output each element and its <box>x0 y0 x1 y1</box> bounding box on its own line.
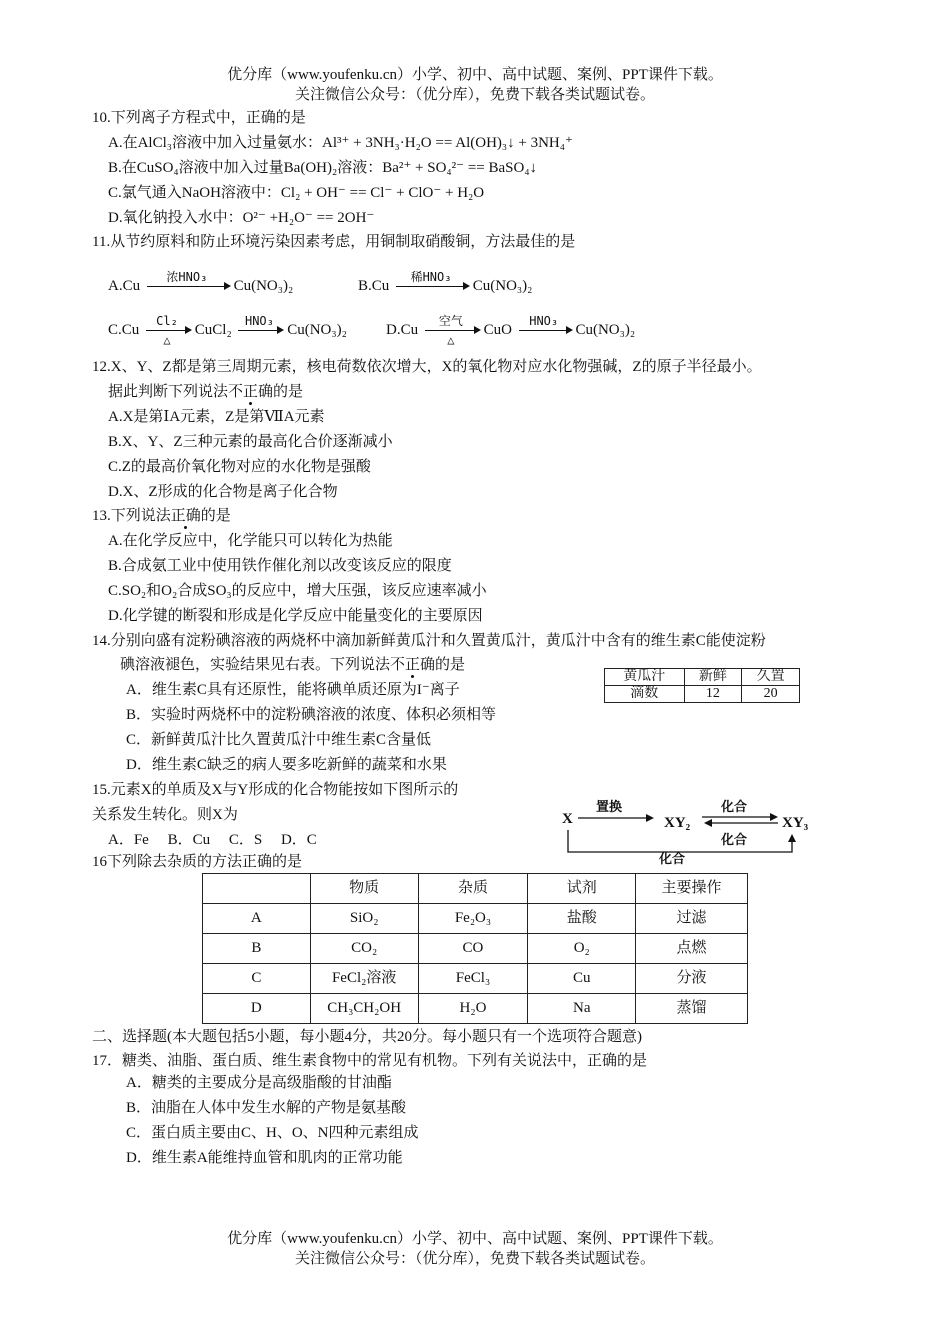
q12-stem-line-2 <box>108 385 303 400</box>
q11-a-prefix: A.Cu <box>108 278 141 294</box>
section-2-heading: 二、选择题(本大题包括5小题，每小题4分，共20分。每小题只有一个选项符合题意) <box>92 1029 642 1045</box>
q17-option-c: C．蛋白质主要由C、H、O、N四种元素组成 <box>126 1125 419 1141</box>
q11-option-d <box>386 314 636 348</box>
q16-cell: FeCl₃ <box>418 964 528 994</box>
q16-cell: H₂O <box>418 994 528 1024</box>
q12-stem-pre: 据此判断下列说法 <box>108 384 229 400</box>
q16-cell: CO₂ <box>310 934 418 964</box>
q11-stem: 11.从节约原料和防止环境污染因素考虑，用铜制取硝酸铜，方法最佳的是 <box>92 234 576 250</box>
q11-c-arrow-2 <box>238 314 280 331</box>
q16-cell: CH₃CH₂OH <box>310 994 418 1024</box>
q11-d-arrow-2 <box>519 314 569 331</box>
q16-cell: C <box>203 964 311 994</box>
q11-b-arrow-label: 稀HNO₃ <box>410 270 452 285</box>
q11-option-b <box>358 270 533 294</box>
q11-a-product: Cu(NO₃)₂ <box>233 278 294 294</box>
q13-option-c: C.SO₂和O₂合成SO₃的反应中，增大压强，该反应速率减小 <box>108 583 487 599</box>
q11-b-arrow <box>396 270 466 287</box>
q15-label-combine-mid: 化合 <box>721 833 748 848</box>
table-row <box>203 994 748 1024</box>
q15-stem: 15.元素X的单质及X与Y形成的化合物能按如下图所示的 <box>92 782 459 798</box>
q12-option-a: A.X是第ⅠA元素，Z是第ⅦA元素 <box>108 409 325 425</box>
q13-stem-post: 的是 <box>200 508 231 524</box>
q11-b-product: Cu(NO₃)₂ <box>472 278 533 294</box>
q11-d-arrow-1-bottom: △ <box>447 333 455 348</box>
q14-option-d: D．维生素C缺乏的病人要多吃新鲜的蔬菜和水果 <box>126 757 447 773</box>
q17-option-b: B．油脂在人体中发生水解的产物是氨基酸 <box>126 1100 407 1116</box>
q14-option-c: C．新鲜黄瓜汁比久置黄瓜汁中维生素C含量低 <box>126 732 432 748</box>
q15-node-xy2: XY₂ <box>664 815 691 831</box>
q14-table <box>604 668 800 703</box>
q11-option-a <box>108 270 294 294</box>
q11-c-arrow-2-label: HNO₃ <box>244 314 274 329</box>
q11-d-mid: CuO <box>483 322 512 338</box>
q16-header <box>203 874 311 904</box>
q10-option-d: D.氧化钠投入水中：O²⁻ +H₂O⁻ == 2OH⁻ <box>108 210 375 226</box>
q10-option-c: C.氯气通入NaOH溶液中：Cl₂ + OH⁻ == Cl⁻ + ClO⁻ + H₂O <box>108 185 485 201</box>
q13-stem-emphasis: 正确 <box>170 508 201 524</box>
q13-option-a: A.在化学反应中，化学能只可以转化为热能 <box>108 533 393 549</box>
q14-stem: 14.分别向盛有淀粉碘溶液的两烧杯中滴加新鲜黄瓜汁和久置黄瓜汁，黄瓜汁中含有的维生素C能使淀粉 <box>92 633 766 649</box>
q15-node-x: X <box>562 811 573 827</box>
q16-cell: O₂ <box>528 934 636 964</box>
table-row <box>203 934 748 964</box>
q14-stem-line-2 <box>120 658 465 673</box>
q12-stem-post: 的是 <box>273 384 304 400</box>
q11-d-product: Cu(NO₃)₂ <box>575 322 636 338</box>
q15-diagram <box>556 792 816 870</box>
q16-cell: SiO₂ <box>310 904 418 934</box>
q11-d-prefix: D.Cu <box>386 322 419 338</box>
q16-table <box>202 873 748 1024</box>
q16-header: 物质 <box>310 874 418 904</box>
q13-stem <box>92 509 231 524</box>
q16-cell: 蒸馏 <box>636 994 748 1024</box>
q15-label-combine-top: 化合 <box>721 800 748 815</box>
q17-option-a: A．糖类的主要成分是高级脂酸的甘油酯 <box>126 1075 392 1091</box>
q14-table-header: 新鲜 <box>684 669 742 686</box>
q16-cell: B <box>203 934 311 964</box>
q16-stem: 16下列除去杂质的方法正确的是 <box>92 854 303 870</box>
q11-c-arrow-1-top: Cl₂ <box>156 314 178 329</box>
q16-header: 试剂 <box>528 874 636 904</box>
q15-label-combine-bottom: 化合 <box>659 852 686 867</box>
q13-option-d: D.化学键的断裂和形成是化学反应中能量变化的主要原因 <box>108 608 483 624</box>
q16-header: 主要操作 <box>636 874 748 904</box>
q16-cell: Cu <box>528 964 636 994</box>
q16-cell: 盐酸 <box>528 904 636 934</box>
q14-stem-post: 的是 <box>435 657 466 673</box>
q12-option-b: B.X、Y、Z三种元素的最高化合价逐渐减小 <box>108 434 393 450</box>
q16-cell: 分液 <box>636 964 748 994</box>
q14-option-a: A．维生素C具有还原性，能将碘单质还原为I⁻离子 <box>126 682 460 698</box>
footer-line-1: 优分库（www.youfenku.cn）小学、初中、高中试题、案例、PPT课件下载。 <box>227 1231 723 1247</box>
table-row <box>203 904 748 934</box>
q16-cell: A <box>203 904 311 934</box>
q13-option-b: B.合成氨工业中使用铁作催化剂以改变该反应的限度 <box>108 558 452 574</box>
q11-d-arrow-2-label: HNO₃ <box>529 314 559 329</box>
q16-cell: Na <box>528 994 636 1024</box>
q12-option-d: D.X、Z形成的化合物是离子化合物 <box>108 484 338 500</box>
q17-stem: 17．糖类、油脂、蛋白质、维生素食物中的常见有机物。下列有关说法中，正确的是 <box>92 1053 648 1069</box>
q15-options: A．Fe B．Cu C．S D．C <box>108 832 317 848</box>
q11-option-c <box>108 314 347 348</box>
header-line-2: 关注微信公众号：（优分库），免费下载各类试题试卷。 <box>294 87 655 103</box>
q13-stem-pre: 13.下列说法 <box>92 508 171 524</box>
q11-d-arrow-1 <box>425 314 477 348</box>
q10-stem: 10.下列离子方程式中，正确的是 <box>92 110 306 126</box>
q14-stem-pre: 碘溶液褪色，实验结果见右表。下列说法 <box>120 657 391 673</box>
q11-c-arrow-1-bottom: △ <box>163 333 171 348</box>
q15-label-replace: 置换 <box>596 800 623 815</box>
q16-cell: 点燃 <box>636 934 748 964</box>
q14-stem-emphasis: 不正确 <box>390 657 436 673</box>
q11-b-prefix: B.Cu <box>358 278 390 294</box>
table-row <box>203 964 748 994</box>
q11-a-arrow <box>147 270 227 287</box>
q10-option-b: B.在CuSO₄溶液中加入过量Ba(OH)₂溶液：Ba²⁺ + SO₄²⁻ == BaSO₄↓ <box>108 160 538 176</box>
q16-cell: Fe₂O₃ <box>418 904 528 934</box>
header-line-1: 优分库（www.youfenku.cn）小学、初中、高中试题、案例、PPT课件下载。 <box>227 67 723 83</box>
q14-table-cell: 20 <box>742 686 800 703</box>
q11-c-mid: CuCl₂ <box>194 322 232 338</box>
q16-header: 杂质 <box>418 874 528 904</box>
q15-node-xy3: XY₃ <box>782 815 809 831</box>
q16-cell: 过滤 <box>636 904 748 934</box>
q16-cell: FeCl₂溶液 <box>310 964 418 994</box>
q11-d-arrow-1-top: 空气 <box>438 314 463 329</box>
q11-c-arrow-1 <box>146 314 188 348</box>
q11-c-product: Cu(NO₃)₂ <box>287 322 347 338</box>
q16-cell: CO <box>418 934 528 964</box>
q15-stem-line-2: 关系发生转化。则X为 <box>92 807 238 823</box>
q15-arrow-loop <box>568 830 792 852</box>
q14-table-cell: 12 <box>684 686 742 703</box>
footer-line-2: 关注微信公众号：（优分库），免费下载各类试题试卷。 <box>294 1251 655 1267</box>
q10-option-a: A.在AlCl₃溶液中加入过量氨水：Al³⁺ + 3NH₃·H₂O == Al(OH)₃↓ + 3NH₄⁺ <box>108 135 573 151</box>
q14-table-cell: 滴数 <box>605 686 685 703</box>
q16-cell: D <box>203 994 311 1024</box>
q14-option-b: B．实验时两烧杯中的淀粉碘溶液的浓度、体积必须相等 <box>126 707 497 723</box>
q11-a-arrow-label: 浓HNO₃ <box>166 270 208 285</box>
q12-stem: 12.X、Y、Z都是第三周期元素，核电荷数依次增大，X的氧化物对应水化物强碱，Z的原子半径最小。 <box>92 359 762 375</box>
q11-c-prefix: C.Cu <box>108 322 140 338</box>
q12-stem-emphasis: 不正确 <box>228 384 274 400</box>
q14-table-header: 久置 <box>742 669 800 686</box>
q12-option-c: C.Z的最高价氧化物对应的水化物是强酸 <box>108 459 371 475</box>
q14-table-header: 黄瓜汁 <box>605 669 685 686</box>
q17-option-d: D．维生素A能维持血管和肌肉的正常功能 <box>126 1150 403 1166</box>
